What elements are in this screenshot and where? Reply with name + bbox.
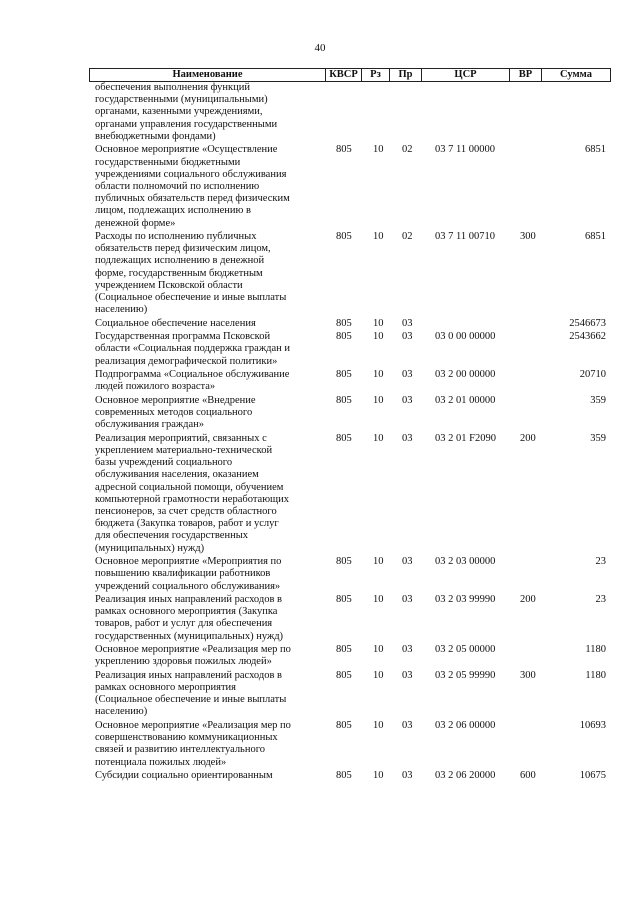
row-sum: 359	[590, 432, 606, 444]
row-name: Основное мероприятие «Осуществление государственными бюджетными учреждениями социального обслуживания области полномочий по исполнению публичных обязательств перед физическим лицом, подлежащих исполнению в денежной форме»	[95, 144, 290, 229]
row-rz: 10	[373, 231, 384, 243]
row-name: Основное мероприятие «Мероприятия по повышению квалификации работников учреждений социального обслуживания»	[95, 556, 282, 592]
row-csr: 03 2 00 00000	[435, 369, 496, 381]
row-kvsr: 805	[336, 231, 352, 243]
table-row	[0, 395, 640, 432]
row-rz: 10	[373, 644, 384, 656]
table-row	[0, 670, 640, 719]
table-row	[0, 720, 640, 769]
row-kvsr: 805	[336, 432, 352, 444]
row-rz: 10	[373, 770, 384, 782]
table-row	[0, 644, 640, 668]
row-pr: 03	[402, 594, 413, 605]
header-csr: ЦСР	[422, 69, 510, 81]
header-rz: Рз	[362, 69, 390, 81]
row-pr: 03	[402, 331, 413, 343]
row-csr: 03 2 03 00000	[435, 556, 496, 568]
row-rz: 10	[373, 556, 384, 568]
row-vr: 300	[520, 231, 536, 243]
row-sum: 23	[595, 556, 606, 568]
table-row	[0, 369, 640, 393]
row-kvsr: 805	[336, 144, 352, 156]
row-name: обеспечения выполнения функций государственными (муниципальными) органами, казенными учреждениями, органами управления государственными внебюджетными фондами)	[95, 82, 278, 142]
row-rz: 10	[373, 369, 384, 381]
row-rz: 10	[373, 331, 384, 343]
row-csr: 03 0 00 00000	[435, 331, 496, 343]
table-row	[0, 594, 640, 643]
table-row	[0, 433, 640, 555]
row-sum: 359	[590, 394, 606, 406]
row-rz: 10	[373, 432, 384, 444]
row-csr: 03 2 01 00000	[435, 394, 496, 406]
row-vr: 300	[520, 669, 536, 681]
row-sum: 10675	[579, 770, 606, 782]
row-rz: 10	[373, 594, 384, 605]
row-sum: 2546673	[569, 317, 606, 329]
row-kvsr: 805	[336, 556, 352, 568]
row-pr: 03	[402, 556, 413, 568]
row-kvsr: 805	[336, 331, 352, 343]
table-row	[0, 556, 640, 593]
row-csr: 03 2 06 20000	[435, 770, 496, 782]
row-kvsr: 805	[336, 369, 352, 381]
row-csr: 03 2 01 F2090	[435, 432, 496, 444]
table-row	[0, 144, 640, 229]
row-pr: 03	[402, 369, 413, 381]
row-kvsr: 805	[336, 394, 352, 406]
row-name: Основное мероприятие «Реализация мер по укреплению здоровья пожилых людей»	[95, 644, 291, 668]
row-csr: 03 2 03 99990	[435, 594, 496, 605]
row-pr: 03	[402, 317, 413, 329]
header-kvsr: КВСР	[326, 69, 362, 81]
table-row	[0, 770, 640, 782]
row-sum: 10693	[579, 719, 606, 731]
row-sum: 6851	[585, 144, 606, 156]
row-sum: 2543662	[569, 331, 606, 343]
row-name: Субсидии социально ориентированным	[95, 770, 273, 782]
row-csr: 03 7 11 00000	[435, 144, 495, 156]
page-number: 40	[314, 42, 326, 54]
table-row	[0, 82, 640, 143]
row-pr: 03	[402, 719, 413, 731]
row-name: Подпрограмма «Социальное обслуживание людей пожилого возраста»	[95, 369, 290, 393]
row-csr: 03 2 05 00000	[435, 644, 496, 656]
row-pr: 03	[402, 432, 413, 444]
row-name: Основное мероприятие «Внедрение современных методов социального обслуживания граждан»	[95, 394, 256, 431]
row-name: Реализация иных направлений расходов в рамках основного мероприятия (Социальное обеспечение и иные выплаты населению)	[95, 669, 287, 718]
row-pr: 02	[402, 144, 413, 156]
table-row	[0, 231, 640, 316]
row-kvsr: 805	[336, 719, 352, 731]
row-vr: 200	[520, 432, 536, 444]
row-pr: 03	[402, 394, 413, 406]
header-sum: Сумма	[560, 69, 592, 80]
row-sum: 1180	[585, 644, 606, 656]
row-rz: 10	[373, 719, 384, 731]
row-sum: 1180	[585, 669, 606, 681]
row-name: Реализация иных направлений расходов в рамках основного мероприятия (Закупка товаров, работ и услуг для обеспечения государственных (муниципальных) нужд)	[95, 594, 284, 642]
row-kvsr: 805	[336, 594, 352, 605]
row-pr: 03	[402, 669, 413, 681]
table-header	[89, 68, 611, 82]
row-vr: 600	[520, 770, 536, 782]
row-vr: 200	[520, 594, 536, 605]
row-kvsr: 805	[336, 644, 352, 656]
header-pr: Пр	[390, 69, 422, 81]
row-rz: 10	[373, 669, 384, 681]
row-csr: 03 2 06 00000	[435, 719, 496, 731]
table-row	[0, 318, 640, 330]
table-body	[0, 82, 640, 784]
row-kvsr: 805	[336, 317, 352, 329]
row-sum: 23	[595, 594, 606, 605]
row-name: Расходы по исполнению публичных обязательств перед физическим лицом, подлежащих исполнению в денежной форме, государственным бюджетным учреждением Псковской области (Социальное обеспечение и иные выплаты населению)	[95, 231, 287, 316]
row-sum: 20710	[579, 369, 606, 381]
row-pr: 03	[402, 770, 413, 782]
row-csr: 03 2 05 99990	[435, 669, 496, 681]
row-sum: 6851	[585, 231, 606, 243]
row-pr: 03	[402, 644, 413, 656]
row-rz: 10	[373, 317, 384, 329]
header-name: Наименование	[90, 69, 326, 81]
row-rz: 10	[373, 144, 384, 156]
row-name: Реализация мероприятий, связанных с укреплением материально-технической базы учреждений социального обслуживания населения, оказанием адресной социальной помощи, обучением компьютерной грамотности неработающих пенсионеров, за счет средств областного бюджета (Закупка товаров, работ и услуг для обеспечения государственных (муниципальных) нужд)	[95, 432, 289, 554]
row-name: Социальное обеспечение населения	[95, 317, 256, 329]
row-pr: 02	[402, 231, 413, 243]
row-name: Государственная программа Псковской области «Социальная поддержка граждан и реализация демографической политики»	[95, 331, 290, 367]
header-vr: ВР	[510, 69, 542, 81]
row-kvsr: 805	[336, 770, 352, 782]
row-csr: 03 7 11 00710	[435, 231, 495, 243]
table-row	[0, 331, 640, 368]
row-name: Основное мероприятие «Реализация мер по совершенствованию коммуникационных связей и развитию интеллектуального потенциала пожилых людей»	[95, 719, 291, 768]
row-kvsr: 805	[336, 669, 352, 681]
row-rz: 10	[373, 394, 384, 406]
